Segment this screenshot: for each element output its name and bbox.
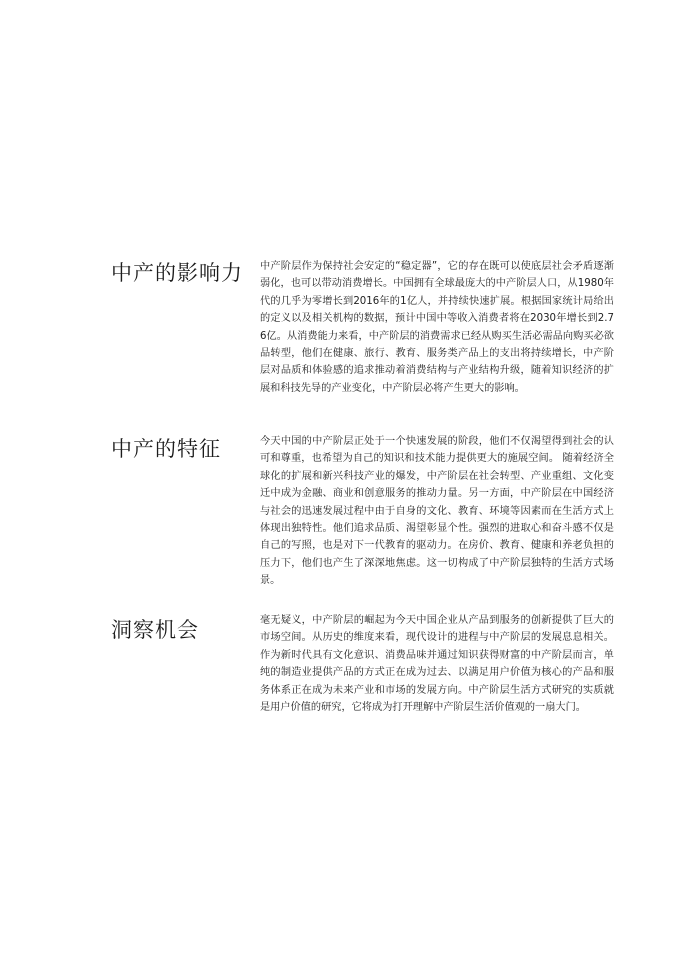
- section-body: 今天中国的中产阶层正处于一个快速发展的阶段，他们不仅渴望得到社会的认可和尊重，也希望为自己的知识和技术能力提供更大的施展空间。 随着经济全球化的扩展和新兴科技产业的爆发，中产阶层在社会转型、产业重组、文化变迁中成为金融、商业和创意服务的推动力量。另一方面，中产阶层在中国经济与社会的迅速发展过程中由于自身的文化、教育、环境等因素而在生活方式上体现出独特性。他们追求品质、渴望彰显个性。强烈的进取心和奋斗感不仅是自己的写照，也是对下一代教育的驱动力。在房价、教育、健康和养老负担的压力下，他们也产生了深深地焦虑。这一切构成了中产阶层独特的生活方式场景。: [260, 436, 614, 587]
- section-title: 洞察机会: [111, 618, 199, 642]
- section-body: 毫无疑义，中产阶层的崛起为今天中国企业从产品到服务的创新提供了巨大的市场空间。从历史的维度来看，现代设计的进程与中产阶层的发展息息相关。作为新时代具有文化意识、消费品味并通过知识获得财富的中产阶层而言，单纯的制造业提供产品的方式正在成为过去、以满足用户价值为核心的产品和服务体系正在成为未来产业和市场的发展方向。中产阶层生活方式研究的实质就是用户价值的研究，它将成为打开理解中产阶层生活价值观的一扇大门。: [260, 615, 614, 714]
- section-title: 中产的特征: [111, 437, 221, 461]
- section-title: 中产的影响力: [111, 261, 243, 285]
- section-body: 中产阶层作为保持社会安定的“稳定器”，它的存在既可以使底层社会矛盾逐渐弱化，也可以带动消费增长。中国拥有全球最庞大的中产阶层人口，从1980年代的几乎为零增长到2016年的1亿人，并持续快速扩展。根据国家统计局给出的定义以及相关机构的数据，预计中国中等收入消费者将在2030年增长到2.76亿。从消费能力来看，中产阶层的消费需求已经从购买生活必需品向购买必欲品转型，他们在健康、旅行、教育、服务类产品上的支出将持续增长，中产阶层对品质和体验感的追求推动着消费结构与产业结构升级，随着知识经济的扩展和科技先导的产业变化，中产阶层必将产生更大的影响。: [260, 261, 614, 394]
